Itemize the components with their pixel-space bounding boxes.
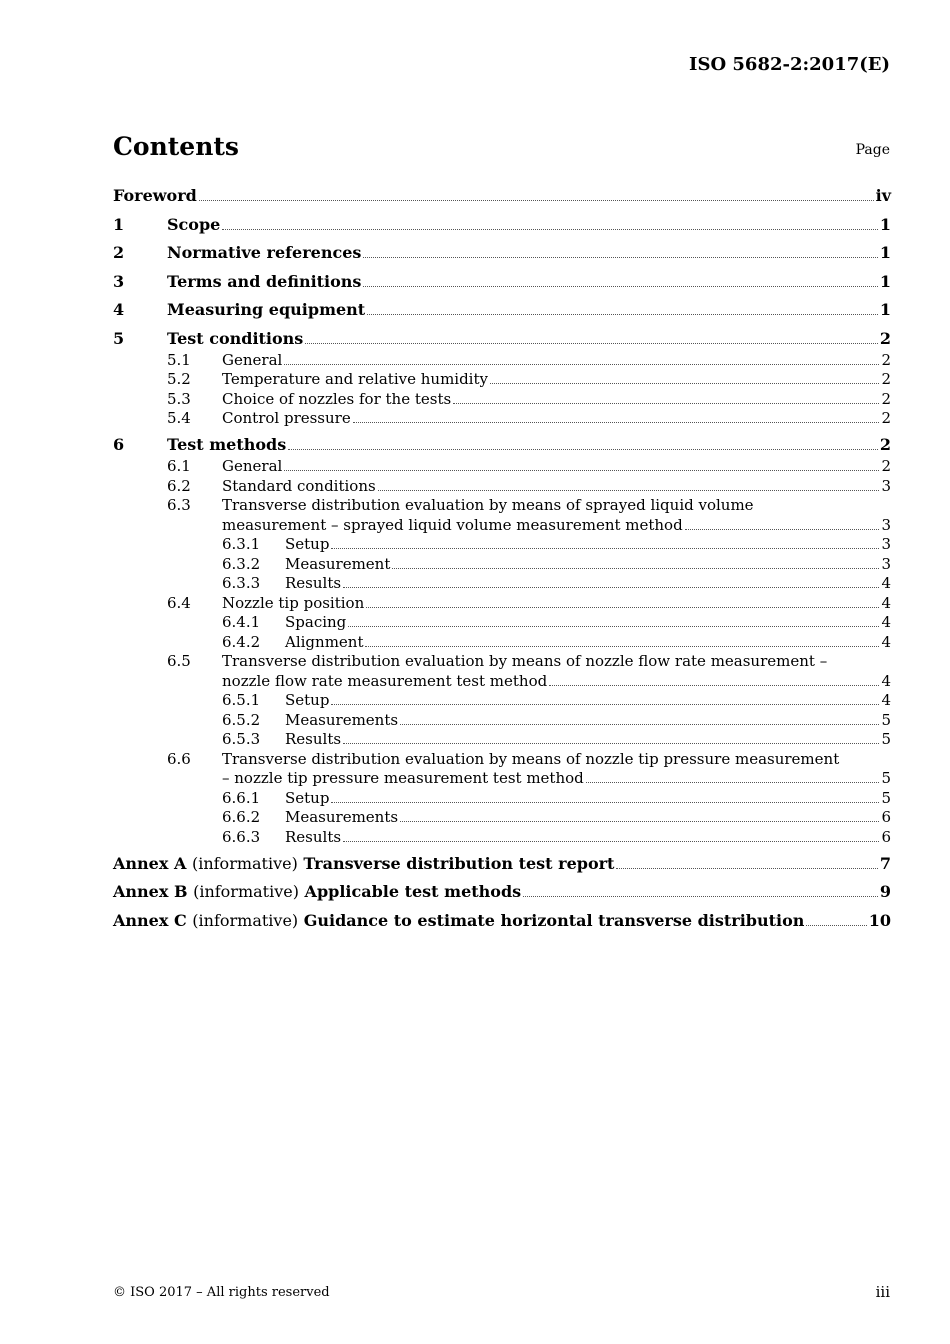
toc-page-number: 1 [879, 271, 891, 291]
toc-entry-number: 2 [113, 243, 125, 262]
toc-page-number: 2 [879, 435, 891, 454]
toc-entry-title-continued: measurement – sprayed liquid volume measurement method [222, 515, 683, 534]
dot-leader [400, 820, 879, 822]
toc-entry-number: 6.5.1 [222, 691, 261, 709]
toc-entry-title-continued: nozzle flow rate measurement test method [222, 671, 548, 690]
toc-entry-continuation[interactable] [113, 769, 891, 789]
toc-entry-title: Spacing [285, 613, 347, 631]
toc-entry-number: 1 [113, 214, 125, 234]
toc-entry-level-3[interactable] [113, 574, 891, 594]
toc-entry-level-1[interactable] [113, 270, 891, 294]
toc-entry-number: 6.3 [167, 496, 191, 514]
toc-page-number: 9 [879, 882, 891, 901]
toc-page-number: 4 [881, 632, 891, 651]
toc-entry-title: Results [285, 827, 342, 846]
dot-leader [685, 528, 879, 530]
toc-page-number: 6 [881, 827, 891, 846]
toc-entry-number: 6.4.2 [222, 632, 261, 651]
toc-page-number: 1 [879, 214, 891, 234]
toc-page-number: 4 [881, 613, 891, 631]
toc-page-number: 3 [881, 515, 891, 534]
page-column-label: Page [855, 142, 890, 158]
toc-page-number: 2 [881, 389, 891, 408]
toc-entry-title: Transverse distribution evaluation by means of nozzle tip pressure measurement [222, 749, 840, 768]
toc-page-number: 6 [881, 808, 891, 826]
toc-entry-level-3[interactable] [113, 730, 891, 750]
toc-entry-title: Normative references [167, 243, 362, 262]
toc-entry-level-1[interactable] [113, 433, 891, 457]
toc-entry-level-3[interactable] [113, 711, 891, 731]
toc-entry-number: 6.6.1 [222, 788, 261, 807]
toc-entry-title: Nozzle tip position [222, 593, 365, 612]
toc-entry-number: 6.3.1 [222, 535, 261, 553]
toc-entry-number: 5.2 [167, 370, 191, 388]
toc-entry-title: Results [285, 730, 342, 748]
dot-leader [305, 342, 878, 344]
toc-page-number: 5 [881, 710, 891, 729]
toc-page-number: 5 [881, 788, 891, 807]
dot-leader [453, 402, 879, 404]
toc-page-number: 3 [881, 535, 891, 553]
toc-page-number: 3 [881, 554, 891, 573]
toc-page-number: 4 [881, 691, 891, 709]
toc-entry-number: 5.4 [167, 409, 191, 427]
toc-entry-level-2[interactable] [113, 370, 891, 390]
toc-page-number: 1 [879, 243, 891, 262]
dot-leader [616, 867, 877, 869]
toc-entry-number: 6.6 [167, 749, 191, 768]
toc-entry-title: Setup [285, 535, 330, 553]
toc-page-number: 2 [881, 409, 891, 427]
toc-entry-title: Test conditions [167, 328, 304, 348]
annex-qualifier: (informative) [192, 910, 299, 930]
dot-leader [523, 895, 878, 897]
toc-entry-number: 6.3.3 [222, 574, 261, 592]
toc-page-number: 4 [881, 574, 891, 592]
annex-qualifier: (informative) [191, 853, 298, 873]
toc-entry-level-3[interactable] [113, 633, 891, 653]
dot-leader [199, 199, 874, 201]
dot-leader [363, 256, 877, 258]
toc-entry-title: General [222, 350, 283, 369]
toc-entry-title: Results [285, 574, 342, 592]
toc-page-number: iv [875, 186, 891, 205]
annex-title: Transverse distribution test report [303, 853, 615, 873]
dot-leader [331, 801, 879, 803]
toc-entry-title [113, 852, 614, 876]
toc-entry-level-1[interactable] [113, 184, 891, 208]
toc-entry-number: 5.1 [167, 350, 191, 369]
toc-page-number: 5 [881, 730, 891, 748]
toc-page-number: 4 [881, 671, 891, 690]
toc-entry-level-2[interactable] [113, 652, 891, 672]
toc-entry-annex[interactable] [113, 852, 891, 876]
toc-page-number: 5 [881, 769, 891, 787]
dot-leader [806, 924, 866, 926]
dot-leader [378, 489, 879, 491]
toc-entry-number: 6.4.1 [222, 613, 261, 631]
toc-entry-level-3[interactable] [113, 808, 891, 828]
dot-leader [365, 645, 879, 647]
toc-entry-title: Control pressure [222, 409, 351, 427]
dot-leader [343, 840, 879, 842]
dot-leader [367, 313, 878, 315]
toc-entry-level-2[interactable] [113, 390, 891, 410]
toc-entry-number: 6.5.3 [222, 730, 261, 748]
annex-title: Guidance to estimate horizontal transverse distribution [303, 910, 805, 930]
dot-leader [400, 723, 879, 725]
toc-entry-level-3[interactable] [113, 691, 891, 711]
toc-entry-level-3[interactable] [113, 613, 891, 633]
toc-page-number: 2 [881, 350, 891, 369]
toc-entry-level-2[interactable] [113, 351, 891, 371]
toc-entry-level-2[interactable] [113, 750, 891, 770]
dot-leader [353, 421, 879, 423]
dot-leader [284, 469, 879, 471]
contents-heading: Contents [113, 132, 240, 161]
toc-entry-level-2[interactable] [113, 496, 891, 516]
toc-entry-annex[interactable] [113, 880, 891, 904]
toc-entry-number: 6 [113, 435, 125, 454]
annex-title: Applicable test methods [304, 882, 522, 901]
toc-entry-level-1[interactable] [113, 241, 891, 265]
dot-leader [288, 448, 878, 450]
toc-entry-level-3[interactable] [113, 789, 891, 809]
toc-entry-title: Measuring equipment [167, 300, 366, 319]
dot-leader [348, 625, 879, 627]
toc-page-number: 2 [881, 370, 891, 388]
toc-entry-number: 6.6.3 [222, 827, 261, 846]
toc-page-number: 2 [879, 328, 891, 348]
annex-label: Annex B [113, 882, 188, 901]
toc-entry-title: Test methods [167, 435, 287, 454]
toc-page-number: 2 [881, 457, 891, 475]
toc-entry-title: Alignment [285, 632, 364, 651]
dot-leader [586, 781, 879, 783]
toc-entry-level-1[interactable] [113, 327, 891, 351]
annex-label: Annex C [113, 910, 187, 930]
dot-leader [549, 684, 879, 686]
toc-page-number: 1 [879, 300, 891, 319]
toc-entry-title [113, 880, 521, 904]
dot-leader [392, 567, 879, 569]
toc-entry-title: General [222, 457, 283, 475]
toc-entry-number: 4 [113, 300, 125, 319]
toc-page-number: 3 [881, 476, 891, 495]
toc-entry-number: 5.3 [167, 389, 191, 408]
toc-entry-number: 6.6.2 [222, 808, 261, 826]
toc-entry-title-continued: – nozzle tip pressure measurement test method [222, 769, 584, 787]
annex-label: Annex A [113, 853, 187, 873]
dot-leader [343, 586, 879, 588]
dot-leader [284, 363, 879, 365]
toc-entry-number: 3 [113, 271, 125, 291]
toc-entry-number: 6.5.2 [222, 710, 261, 729]
toc-entry-level-2[interactable] [113, 594, 891, 614]
toc-entry-number: 6.3.2 [222, 554, 261, 573]
toc-page-number: 4 [881, 593, 891, 612]
toc-entry-title: Standard conditions [222, 476, 376, 495]
dot-leader [222, 228, 878, 230]
dot-leader [363, 285, 877, 287]
toc-entry-number: 6.4 [167, 593, 191, 612]
table-of-contents [113, 184, 891, 933]
dot-leader [490, 382, 879, 384]
toc-entry-level-3[interactable] [113, 828, 891, 848]
toc-entry-number: 6.2 [167, 476, 191, 495]
copyright-notice: © ISO 2017 – All rights reserved [113, 1285, 330, 1300]
dot-leader [343, 742, 879, 744]
toc-entry-annex[interactable] [113, 909, 891, 933]
toc-page-number: 7 [879, 853, 891, 873]
toc-entry-continuation[interactable] [113, 516, 891, 536]
toc-entry-level-2[interactable] [113, 409, 891, 429]
toc-entry-title: Terms and definitions [167, 271, 362, 291]
toc-entry-title [113, 909, 804, 933]
toc-entry-level-2[interactable] [113, 457, 891, 477]
dot-leader [331, 703, 879, 705]
document-id: ISO 5682-2:2017(E) [689, 54, 890, 75]
toc-entry-title: Measurement [285, 554, 391, 573]
toc-entry-title: Setup [285, 788, 330, 807]
annex-qualifier: (informative) [193, 882, 299, 901]
toc-entry-level-2[interactable] [113, 477, 891, 497]
toc-entry-title: Measurements [285, 808, 399, 826]
dot-leader [331, 547, 879, 549]
toc-page-number: 10 [868, 910, 891, 930]
toc-entry-number: 6.5 [167, 652, 191, 670]
toc-entry-title: Transverse distribution evaluation by means of nozzle flow rate measurement – [222, 652, 828, 670]
toc-entry-number: 5 [113, 328, 125, 348]
toc-entry-title: Scope [167, 214, 221, 234]
page-number: iii [875, 1283, 890, 1301]
toc-entry-title: Foreword [113, 186, 197, 205]
toc-entry-title: Temperature and relative humidity [222, 370, 488, 388]
dot-leader [366, 606, 879, 608]
toc-entry-number: 6.1 [167, 457, 191, 475]
toc-entry-level-3[interactable] [113, 555, 891, 575]
toc-entry-title: Setup [285, 691, 330, 709]
toc-entry-level-1[interactable] [113, 213, 891, 237]
toc-entry-level-3[interactable] [113, 535, 891, 555]
toc-entry-title: Measurements [285, 710, 399, 729]
toc-entry-title: Choice of nozzles for the tests [222, 389, 452, 408]
toc-entry-title: Transverse distribution evaluation by means of sprayed liquid volume [222, 496, 754, 514]
toc-entry-level-1[interactable] [113, 298, 891, 322]
toc-entry-continuation[interactable] [113, 672, 891, 692]
